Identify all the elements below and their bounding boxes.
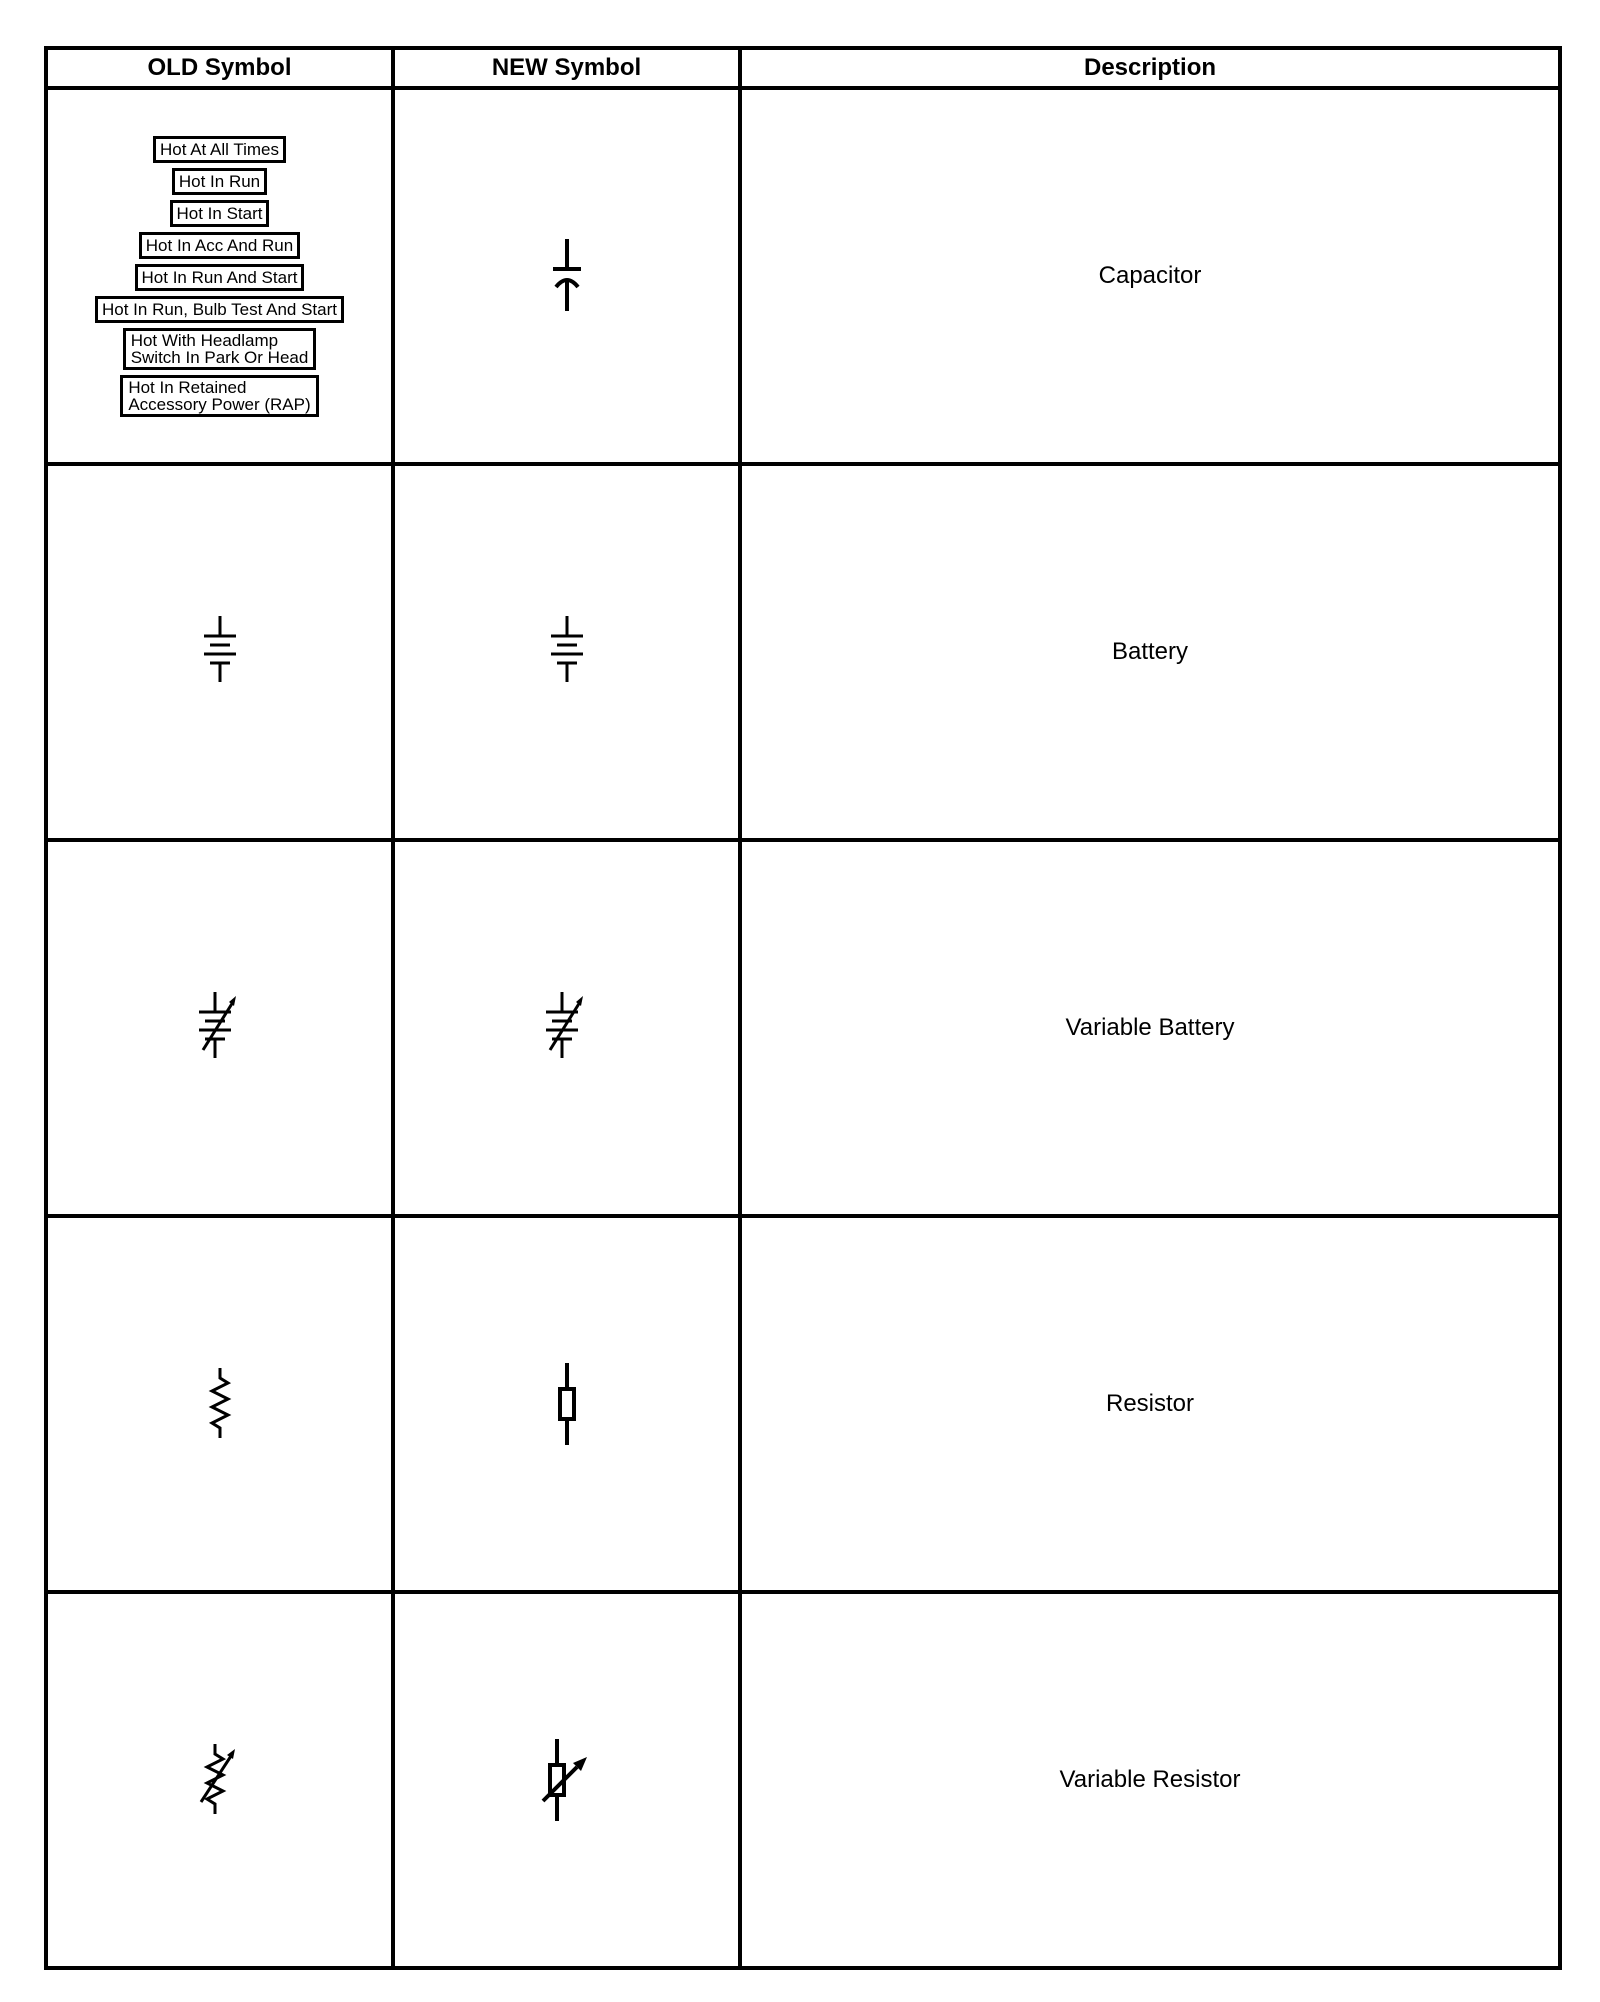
label-hot-in-acc-and-run: Hot In Acc And Run: [139, 232, 300, 259]
capacitor-icon: [537, 231, 597, 321]
table-row: [46, 1216, 1560, 1592]
battery-icon: [190, 612, 250, 692]
old-symbol-cell: [46, 1592, 393, 1968]
new-symbol-cell: [393, 88, 740, 464]
description-cell: Variable Battery: [740, 840, 1560, 1216]
label-hot-in-start: Hot In Start: [170, 200, 270, 227]
label-hot-at-all-times: Hot At All Times: [153, 136, 286, 163]
label-hot-in-run-bulb-test-and-start: Hot In Run, Bulb Test And Start: [95, 296, 344, 323]
zigzag-resistor-icon: [190, 1364, 250, 1444]
label-hot-in-run-and-start: Hot In Run And Start: [135, 264, 305, 291]
new-symbol-cell: [393, 464, 740, 840]
battery-icon: [537, 612, 597, 692]
new-symbol-cell: [393, 1592, 740, 1968]
box-resistor-icon: [537, 1359, 597, 1449]
symbol-comparison-table: [44, 46, 1562, 1970]
header-description: Description: [740, 48, 1560, 88]
new-symbol-cell: [393, 1216, 740, 1592]
variable-zigzag-resistor-icon: [185, 1740, 255, 1820]
old-symbol-cell: [46, 88, 393, 464]
old-symbol-cell: [46, 464, 393, 840]
symbol-table-frame: [44, 46, 1562, 1962]
table-row: [46, 1592, 1560, 1968]
header-old-symbol: OLD Symbol: [46, 48, 393, 88]
description-cell: Variable Resistor: [740, 1592, 1560, 1968]
hot-status-labels: [48, 136, 391, 417]
old-symbol-cell: [46, 840, 393, 1216]
table-row: [46, 464, 1560, 840]
variable-box-resistor-icon: [527, 1735, 607, 1825]
label-hot-with-headlamp: Hot With Headlamp Switch In Park Or Head: [123, 328, 317, 370]
variable-battery-icon: [185, 988, 255, 1068]
label-hot-in-rap: Hot In Retained Accessory Power (RAP): [120, 375, 318, 417]
description-cell: Capacitor: [740, 88, 1560, 464]
description-cell: Resistor: [740, 1216, 1560, 1592]
header-new-symbol: NEW Symbol: [393, 48, 740, 88]
old-symbol-cell: [46, 1216, 393, 1592]
table-row: [46, 840, 1560, 1216]
header-row: [46, 48, 1560, 88]
new-symbol-cell: [393, 840, 740, 1216]
table-row: [46, 88, 1560, 464]
description-cell: Battery: [740, 464, 1560, 840]
label-hot-in-run: Hot In Run: [172, 168, 267, 195]
variable-battery-icon: [532, 988, 602, 1068]
